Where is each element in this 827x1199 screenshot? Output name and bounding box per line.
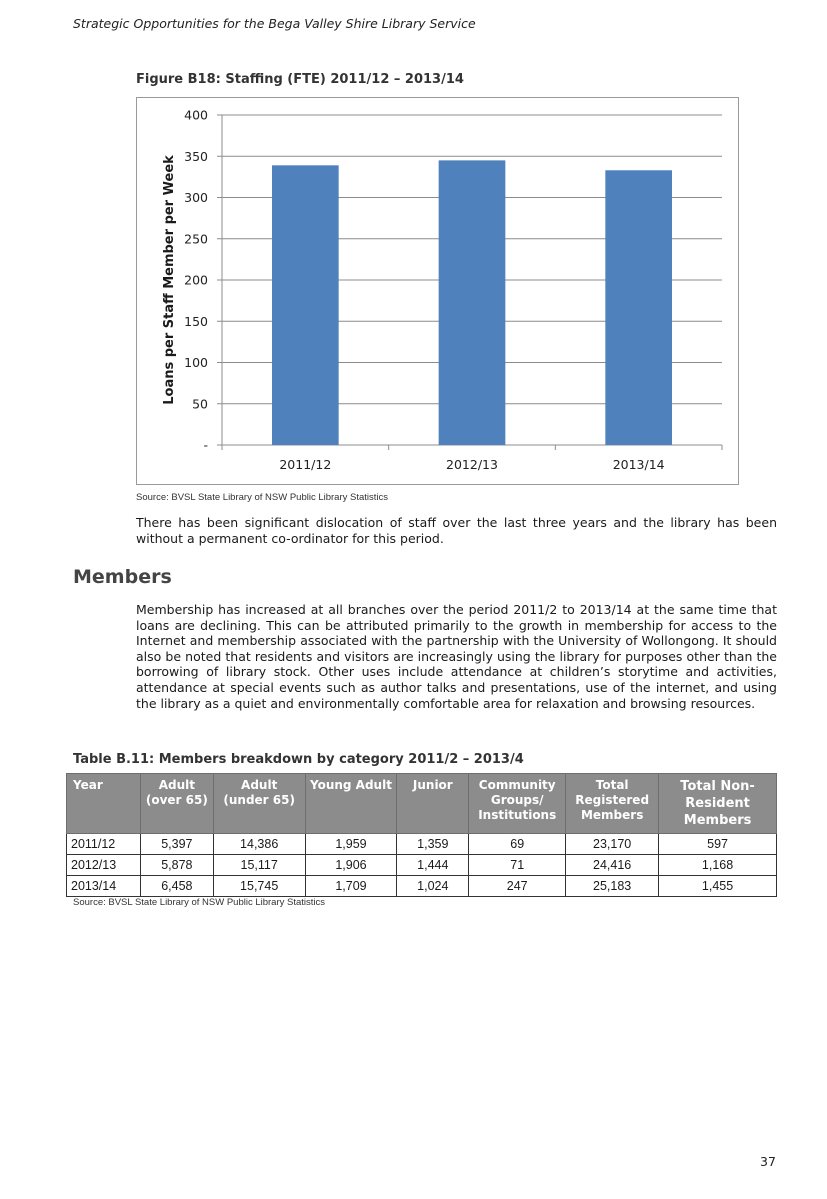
y-tick-label: 300: [184, 190, 208, 205]
cell-young-adult: 1,709: [305, 876, 397, 897]
y-tick-label: 350: [184, 148, 208, 164]
figure-source: Source: BVSL State Library of NSW Public Library Statistics: [136, 492, 389, 503]
x-tick-label: 2012/13: [446, 457, 498, 472]
cell-total-non-resident: 597: [659, 834, 777, 855]
cell-community: 247: [469, 876, 566, 897]
y-axis-label: Loans per Staff Member per Week: [162, 155, 177, 405]
bar: [272, 165, 339, 445]
header-total-registered: Total Registered Members: [566, 774, 659, 834]
cell-total-registered: 25,183: [566, 876, 659, 897]
cell-adult-under-65: 14,386: [213, 834, 305, 855]
page-header: Strategic Opportunities for the Bega Valley Shire Library Service: [73, 16, 476, 31]
x-tick-label: 2011/12: [279, 457, 332, 472]
table-row: [67, 834, 777, 855]
y-tick-label: 250: [184, 231, 208, 247]
cell-junior: 1,359: [397, 834, 469, 855]
header-young-adult: Young Adult: [305, 774, 397, 834]
cell-adult-under-65: 15,117: [213, 855, 305, 876]
table-row: [67, 876, 777, 897]
header-community-groups: Community Groups/ Institutions: [469, 774, 566, 834]
y-tick-label: 400: [184, 107, 208, 123]
header-adult-under-65: Adult (under 65): [213, 774, 305, 834]
cell-adult-over-65: 5,397: [140, 834, 213, 855]
cell-total-non-resident: 1,455: [659, 876, 777, 897]
page-number: 37: [760, 1154, 776, 1169]
cell-adult-under-65: 15,745: [213, 876, 305, 897]
header-total-non-resident: Total Non-Resident Members: [659, 774, 777, 834]
cell-adult-over-65: 6,458: [140, 876, 213, 897]
figure-title: Figure B18: Staffing (FTE) 2011/12 – 2013/14: [136, 72, 464, 87]
cell-year: 2012/13: [67, 855, 141, 876]
table-header-row: [67, 774, 777, 834]
cell-junior: 1,024: [397, 876, 469, 897]
y-tick-label: -: [203, 437, 208, 453]
table-title: Table B.11: Members breakdown by category 2011/2 – 2013/4: [73, 752, 524, 767]
members-table: [66, 773, 777, 897]
y-tick-label: 50: [192, 396, 208, 412]
y-tick-label: 150: [184, 313, 208, 329]
cell-community: 71: [469, 855, 566, 876]
bar: [605, 170, 672, 445]
bar: [439, 160, 506, 445]
cell-total-registered: 23,170: [566, 834, 659, 855]
table-source: Source: BVSL State Library of NSW Public Library Statistics: [73, 897, 326, 908]
x-tick-label: 2013/14: [612, 457, 665, 472]
bar-chart: [137, 98, 738, 484]
cell-young-adult: 1,959: [305, 834, 397, 855]
chart-frame: [136, 97, 739, 485]
header-adult-over-65: Adult (over 65): [140, 774, 213, 834]
cell-junior: 1,444: [397, 855, 469, 876]
section-heading-members: Members: [73, 566, 172, 588]
y-tick-label: 200: [184, 272, 208, 288]
cell-year: 2011/12: [67, 834, 141, 855]
y-tick-label: 100: [184, 355, 208, 370]
header-junior: Junior: [397, 774, 469, 834]
staffing-paragraph: There has been significant dislocation of staff over the last three years and the library has been without a permanent co-ordinator for this period.: [136, 515, 777, 546]
cell-year: 2013/14: [67, 876, 141, 897]
members-paragraph: Membership has increased at all branches over the period 2011/2 to 2013/14 at the same time that loans are declining. This can be attributed primarily to the growth in membership for access to the Internet and membership associated with the partnership with the University of Wollongong. It should also be noted that residents and visitors are increasingly using the library for purposes other than the borrowing of library stock. Other uses include attendance at children’s storytime and activities, attendance at special events such as author talks and presentations, use of the internet, and using the library as a quiet and environmentally comfortable area for relaxation and browsing resources.: [136, 602, 777, 711]
cell-community: 69: [469, 834, 566, 855]
cell-adult-over-65: 5,878: [140, 855, 213, 876]
cell-young-adult: 1,906: [305, 855, 397, 876]
cell-total-non-resident: 1,168: [659, 855, 777, 876]
table-row: [67, 855, 777, 876]
header-year: Year: [67, 774, 141, 834]
cell-total-registered: 24,416: [566, 855, 659, 876]
